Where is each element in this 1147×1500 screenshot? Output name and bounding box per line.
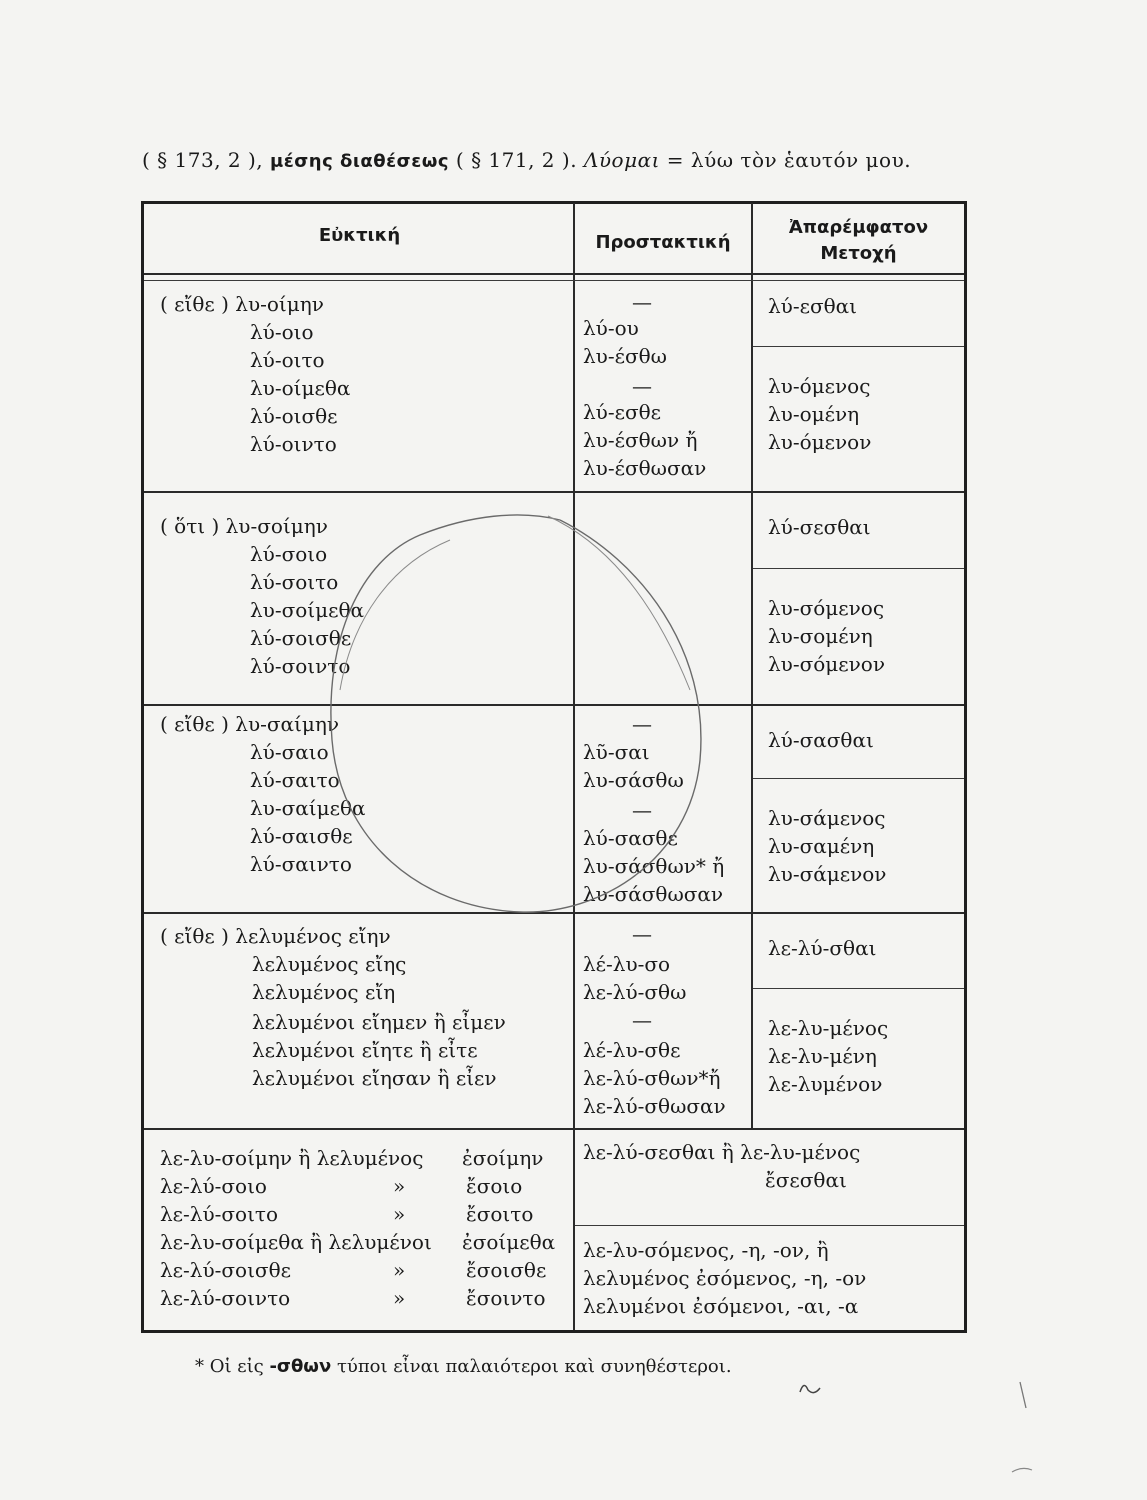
optative-form: λελυμένοι εἴησαν ἢ εἶεν	[252, 1066, 497, 1090]
participle-form: λυ-ομένη	[768, 402, 860, 426]
imperative-dash: —	[632, 922, 652, 946]
optative-form: ( εἴθε ) λυ-σαίμην	[160, 712, 340, 736]
optative-form: λελυμένοι εἴημεν ἢ εἶμεν	[252, 1010, 506, 1034]
participle-form: λε-λυ-σόμενος, -η, -ον, ἢ	[583, 1238, 829, 1262]
imperative-dash: —	[632, 798, 652, 822]
ditto-mark: »	[393, 1174, 406, 1198]
optative-form: λε-λύ-σοιντο	[160, 1286, 291, 1310]
participle-form: λυ-σάμενος	[768, 806, 886, 830]
header-optative: Εὐκτική	[318, 225, 401, 246]
optative-form: ἐσοίμεθα	[462, 1230, 556, 1254]
imperative-form: λυ-σάσθωσαν	[583, 882, 724, 906]
imperative-form: λυ-σάσθω	[583, 768, 684, 792]
participle-form: λε-λυ-μένη	[768, 1044, 877, 1068]
optative-form: ( ὅτι ) λυ-σοίμην	[160, 514, 328, 538]
infinitive-form: λύ-σεσθαι	[768, 515, 871, 539]
imperative-dash: —	[632, 374, 652, 398]
header-imperative: Προστακτική	[595, 232, 731, 253]
imperative-form: λῦ-σαι	[583, 740, 650, 764]
participle-form: λελυμένος ἐσόμενος, -η, -ον	[583, 1266, 867, 1290]
optative-form: λε-λυ-σοίμην ἢ λελυμένος	[160, 1146, 424, 1170]
participle-form: λυ-σόμενον	[768, 652, 886, 676]
optative-form: λύ-οιντο	[250, 432, 337, 456]
infinitive-form: λε-λύ-σεσθαι ἢ λε-λυ-μένος	[583, 1140, 861, 1164]
participle-form: λυ-όμενον	[768, 430, 872, 454]
imperative-form: λέ-λυ-σθε	[583, 1038, 681, 1062]
imperative-form: λυ-έσθων ἤ	[583, 428, 698, 452]
participle-form: λε-λυμένον	[768, 1072, 883, 1096]
optative-form: λύ-οισθε	[250, 404, 338, 428]
optative-form: ( εἴθε ) λελυμένος εἴην	[160, 924, 391, 948]
infinitive-form: λε-λύ-σθαι	[768, 936, 877, 960]
optative-form: λύ-σοιο	[250, 542, 328, 566]
optative-form: λελυμένος εἴης	[252, 952, 407, 976]
optative-form: ἔσοιντο	[466, 1286, 546, 1310]
optative-form: λελυμένοι εἴητε ἢ εἶτε	[252, 1038, 478, 1062]
optative-form: λε-λύ-σοιτο	[160, 1202, 279, 1226]
imperative-dash: —	[632, 712, 652, 736]
imperative-form: λυ-σάσθων* ἤ	[583, 854, 725, 878]
optative-form: λύ-σοιντο	[250, 654, 351, 678]
optative-form: λύ-σοισθε	[250, 626, 352, 650]
participle-form: λυ-σαμένη	[768, 834, 875, 858]
optative-form: λύ-σαισθε	[250, 824, 353, 848]
optative-form: λελυμένος εἴη	[252, 980, 396, 1004]
optative-form: ἔσοιο	[466, 1174, 523, 1198]
imperative-form: λε-λύ-σθω	[583, 980, 687, 1004]
optative-form: ἔσοιτο	[466, 1202, 534, 1226]
imperative-dash: —	[632, 290, 652, 314]
optative-form: λυ-σοίμεθα	[250, 598, 365, 622]
participle-form: λελυμένοι ἐσόμενοι, -αι, -α	[583, 1294, 859, 1318]
participle-form: λυ-όμενος	[768, 374, 871, 398]
optative-form: λύ-οιτο	[250, 348, 325, 372]
optative-form: λε-λύ-σοιο	[160, 1174, 267, 1198]
optative-form: λε-λυ-σοίμεθα ἢ λελυμένοι	[160, 1230, 432, 1254]
imperative-dash: —	[632, 1008, 652, 1032]
infinitive-form: λύ-σασθαι	[768, 728, 874, 752]
optative-form: λυ-οίμεθα	[250, 376, 351, 400]
page-heading: ( § 173, 2 ), μέσης διαθέσεως ( § 171, 2 ). Λύομαι = λύω τὸν ἑαυτόν μου.	[142, 148, 912, 172]
infinitive-form: ἔσεσθαι	[765, 1168, 847, 1192]
imperative-form: λυ-έσθω	[583, 344, 667, 368]
ditto-mark: »	[393, 1202, 406, 1226]
optative-form: ἔσοισθε	[466, 1258, 547, 1282]
participle-form: λυ-σομένη	[768, 624, 873, 648]
optative-form: ἐσοίμην	[462, 1146, 544, 1170]
optative-form: λε-λύ-σοισθε	[160, 1258, 291, 1282]
imperative-form: λύ-ου	[583, 316, 639, 340]
infinitive-form: λύ-εσθαι	[768, 294, 857, 318]
optative-form: λύ-σαιτο	[250, 768, 340, 792]
optative-form: λυ-σαίμεθα	[250, 796, 366, 820]
footnote: * Οἱ εἰς -σθων τύποι εἶναι παλαιότεροι καὶ συνηθέστεροι.	[195, 1356, 732, 1377]
participle-form: λυ-σάμενον	[768, 862, 887, 886]
imperative-form: λυ-έσθωσαν	[583, 456, 707, 480]
imperative-form: λε-λύ-σθωσαν	[583, 1094, 726, 1118]
header-participle: Μετοχή	[820, 243, 897, 264]
imperative-form: λέ-λυ-σο	[583, 952, 671, 976]
ditto-mark: »	[393, 1286, 406, 1310]
participle-form: λυ-σόμενος	[768, 596, 885, 620]
ditto-mark: »	[393, 1258, 406, 1282]
optative-form: λύ-οιο	[250, 320, 314, 344]
optative-form: λύ-σαιντο	[250, 852, 352, 876]
optative-form: λύ-σοιτο	[250, 570, 339, 594]
imperative-form: λύ-σασθε	[583, 826, 678, 850]
optative-form: λύ-σαιο	[250, 740, 329, 764]
imperative-form: λε-λύ-σθων*ἤ	[583, 1066, 721, 1090]
participle-form: λε-λυ-μένος	[768, 1016, 889, 1040]
imperative-form: λύ-εσθε	[583, 400, 662, 424]
optative-form: ( εἴθε ) λυ-οίμην	[160, 292, 324, 316]
header-infinitive: Ἀπαρέμφατον	[788, 217, 929, 238]
